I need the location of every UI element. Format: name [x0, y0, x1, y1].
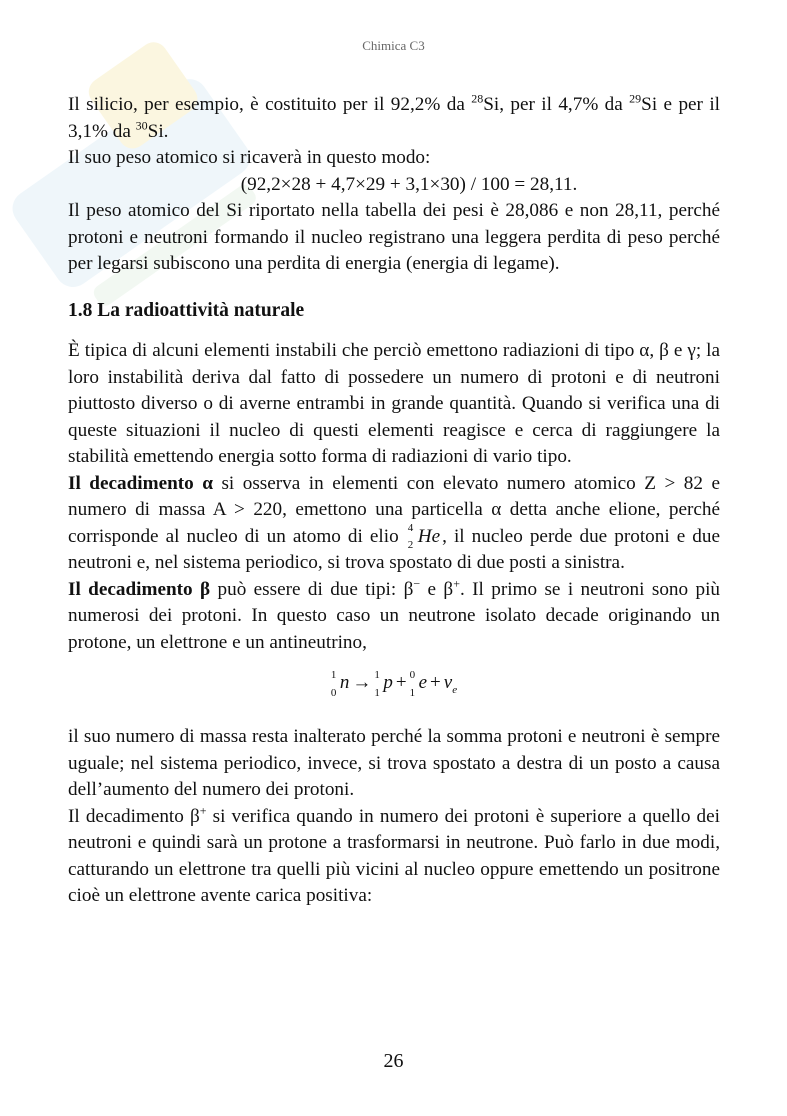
neutron-symbol: 1 0 n [330, 669, 350, 699]
beta-decay-equation: 1 0 n → 1 1 p + 0 1 $e + v_e$ [330, 669, 458, 699]
arrow-symbol: → [352, 672, 372, 693]
page-number: 26 [383, 1050, 404, 1072]
paragraph-mass-number: il suo numero di massa resta inalterato perché la somma protoni e neutroni è sempre uguale; nel sistema periodico, invece, si trova spostato a destra di un posto a causa dell’aumento del numero dei protoni. [68, 726, 720, 800]
paragraph-atomic-weight-explanation: Il peso atomico del Si riportato nella tabella dei pesi è 28,086 e non 28,11, perché protoni e neutroni formando il nucleo registrano una leggera perdita di peso perché per legarsi subiscono una perdita di energia (energia di legame). [68, 200, 720, 274]
equation-atomic-weight: (92,2×28 + 4,7×29 + 3,1×30) / 100 = 28,11. [240, 173, 578, 195]
section-heading: 1.8 La radioattività naturale [68, 299, 305, 321]
page-header: Chimica C3 [362, 38, 425, 53]
page-content [68, 92, 720, 910]
paragraph-beta-decay: Il decadimento β può essere di due tipi: β− e β+. Il primo se i neutroni sono più numerosi dei protoni. In questo caso un neutrone isolato decade originando un protone, un elettrone e un antineutrino, [68, 576, 720, 653]
antineutrino-symbol: $v_e$ [443, 672, 458, 696]
paragraph-silicon: Il silicio, per esempio, è costituito per il 92,2% da $^{28}$Si, per il 4,7% da $^{29}$Si e per il 3,1% da $^{30}$Si. [68, 91, 720, 142]
helium-nuclide: 4 2 He [407, 521, 441, 551]
paragraph-beta-plus-decay: Il decadimento β+ si verifica quando in numero dei protoni è superiore a quello dei neutroni e quindi sarà un protone a trasformarsi in neutrone. Può farlo in due modi, catturando un elettrone tra quelli più vicini al nucleo oppure emettendo un positrone cioè un elettrone avente carica positiva: [68, 803, 720, 906]
paragraph-radioactivity: È tipica di alcuni elementi instabili che perciò emettono radiazioni di tipo α, β e γ; la loro instabilità deriva dal fatto di possedere un numero di protoni e di neutroni piuttosto diverso o di averne entrambi in grande quantità. Quando si verifica una di queste situazioni il nucleo di questi elementi reagisce e cerca di raggiungere la stabilità emettendo energia sotto forma di radiazioni di vario tipo. [68, 340, 720, 467]
paragraph-alpha-decay: Il decadimento α si osserva in elementi con elevato numero atomico Z > 82 e numero di massa A > 220, emettono una particella α detta anche elione, perché corrisponde al nucleo di un atomo di elio 4 2 He , il nucleo perde due protoni e due neutroni e, nel sistema periodico, si trova spostato di due posti a sinistra. [68, 472, 720, 573]
proton-symbol: 1 1 p [374, 669, 393, 699]
paragraph-atomic-weight-intro: Il suo peso atomico si ricaverà in questo modo: [68, 147, 431, 168]
electron-symbol: 0 1 e [409, 669, 428, 699]
